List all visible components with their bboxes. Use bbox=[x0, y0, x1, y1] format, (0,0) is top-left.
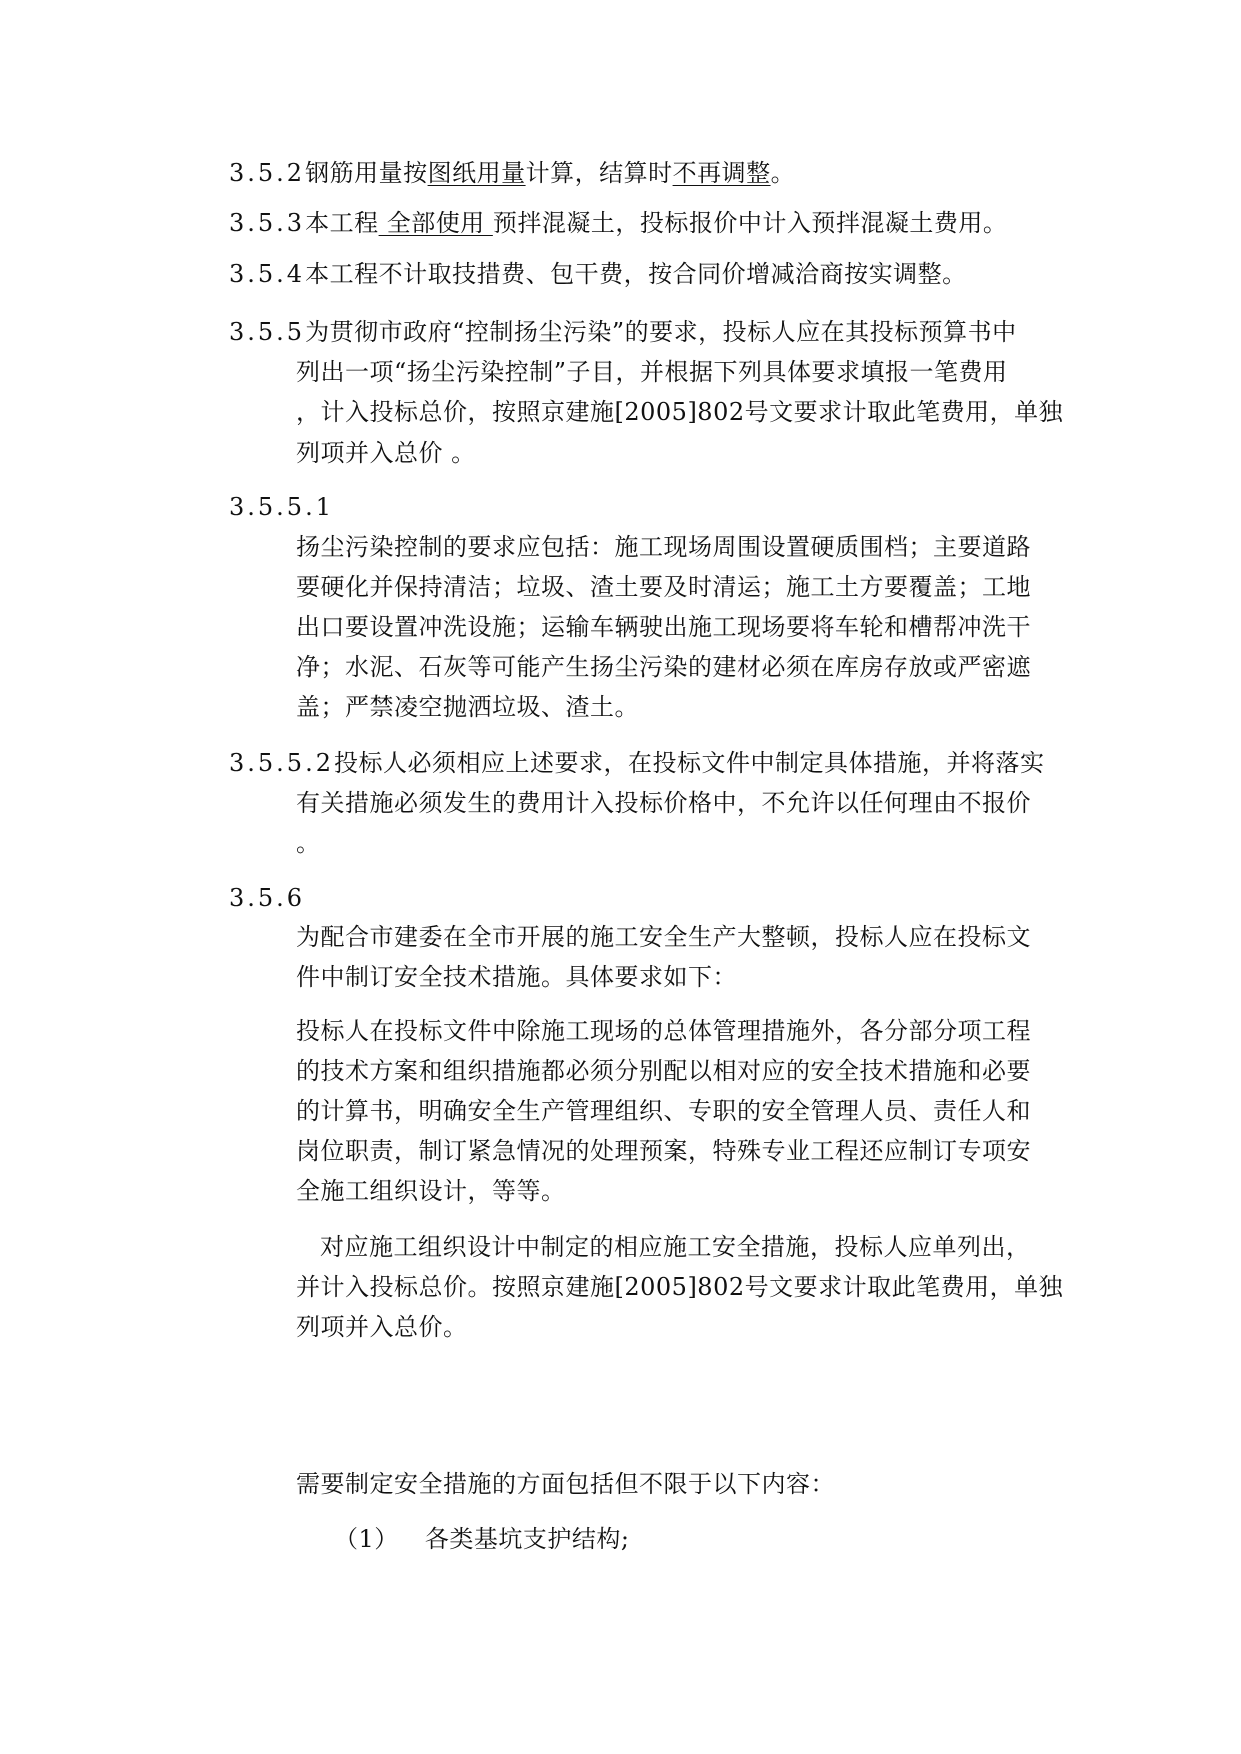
underlined-text: 不再调整 bbox=[672, 159, 771, 187]
clause-number: 3.5.6 bbox=[229, 884, 306, 912]
clause-3-5-5-2-line-2: 有关措施必须发生的费用计入投标价格中，不允许以任何理由不报价 bbox=[296, 789, 1031, 817]
clause-text: 本工程不计取技措费、包干费，按合同价增减洽商按实调整。 bbox=[305, 260, 967, 288]
clause-3-5-5-line-2: 列出一项“扬尘污染控制”子目，并根据下列具体要求填报一笔费用 bbox=[296, 358, 1008, 386]
clause-3-5-6-para-b-line-2: 的技术方案和组织措施都必须分别配以相对应的安全技术措施和必要 bbox=[296, 1057, 1031, 1085]
clause-text: 为贯彻市政府“控制扬尘污染”的要求，投标人应在其投标预算书中 bbox=[305, 318, 1017, 346]
clause-3-5-5-line-3: ，计入投标总价，按照京建施[2005]802号文要求计取此笔费用，单独 bbox=[296, 398, 1064, 426]
clause-3-5-5-line-4: 列项并入总价 。 bbox=[296, 439, 476, 467]
clause-3-5-5-2-line-3: 。 bbox=[296, 829, 321, 857]
clause-3-5-6-para-d: 需要制定安全措施的方面包括但不限于以下内容： bbox=[296, 1470, 835, 1498]
clause-3-5-5-1-line-3: 出口要设置冲洗设施；运输车辆驶出施工现场要将车轮和槽帮冲洗干 bbox=[296, 613, 1031, 641]
clause-text: 。 bbox=[770, 159, 796, 187]
clause-3-5-6-para-b-line-1: 投标人在投标文件中除施工现场的总体管理措施外，各分部分项工程 bbox=[296, 1017, 1031, 1045]
clause-3-5-5 bbox=[229, 317, 1017, 347]
clause-text: 本工程 bbox=[305, 209, 379, 237]
clause-3-5-5-1-line-1: 扬尘污染控制的要求应包括：施工现场周围设置硬质围档；主要道路 bbox=[296, 533, 1031, 561]
clause-3-5-5-1-line-2: 要硬化并保持清洁；垃圾、渣土要及时清运；施工土方要覆盖；工地 bbox=[296, 573, 1031, 601]
clause-3-5-6-para-b-line-4: 岗位职责，制订紧急情况的处理预案，特殊专业工程还应制订专项安 bbox=[296, 1137, 1031, 1165]
clause-3-5-6-para-a-line-1: 为配合市建委在全市开展的施工安全生产大整顿，投标人应在投标文 bbox=[296, 923, 1031, 951]
clause-3-5-6-para-c-line-3: 列项并入总价。 bbox=[296, 1313, 468, 1341]
clause-text: 投标人必须相应上述要求，在投标文件中制定具体措施，并将落实 bbox=[333, 749, 1045, 777]
clause-text: 预拌混凝土，投标报价中计入预拌混凝土费用。 bbox=[492, 209, 1008, 237]
clause-number: 3.5.2 bbox=[229, 159, 306, 187]
clause-number: 3.5.5 bbox=[229, 318, 306, 346]
clause-3-5-5-2 bbox=[229, 748, 1044, 778]
clause-3-5-3 bbox=[229, 208, 1007, 238]
clause-number: 3.5.3 bbox=[229, 209, 306, 237]
clause-3-5-5-1-line-4: 净；水泥、石灰等可能产生扬尘污染的建材必须在库房存放或严密遮 bbox=[296, 653, 1031, 681]
clause-3-5-6-para-b-line-3: 的计算书，明确安全生产管理组织、专职的安全管理人员、责任人和 bbox=[296, 1097, 1031, 1125]
clause-3-5-6-para-b-line-5: 全施工组织设计，等等。 bbox=[296, 1177, 566, 1205]
clause-3-5-6-number bbox=[229, 883, 305, 913]
underlined-text: 图纸用量 bbox=[427, 159, 526, 187]
clause-3-5-6-para-c-line-2: 并计入投标总价。按照京建施[2005]802号文要求计取此笔费用，单独 bbox=[296, 1273, 1064, 1301]
clause-3-5-4 bbox=[229, 259, 967, 289]
clause-3-5-6-para-c-line-1: 对应施工组织设计中制定的相应施工安全措施，投标人应单列出， bbox=[320, 1233, 1031, 1261]
clause-3-5-6-para-a-line-2: 件中制订安全技术措施。具体要求如下： bbox=[296, 963, 737, 991]
underlined-text: 全部使用 bbox=[378, 209, 493, 237]
clause-3-5-2 bbox=[229, 158, 795, 188]
clause-number: 3.5.5.2 bbox=[229, 749, 334, 777]
clause-text: 计算，结算时 bbox=[525, 159, 673, 187]
clause-number: 3.5.4 bbox=[229, 260, 306, 288]
list-item bbox=[334, 1524, 630, 1554]
clause-text: 钢筋用量按 bbox=[305, 159, 428, 187]
list-item-text: 各类基坑支护结构; bbox=[424, 1525, 630, 1553]
clause-3-5-5-1-number bbox=[229, 492, 334, 522]
clause-3-5-5-1-line-5: 盖；严禁凌空抛洒垃圾、渣土。 bbox=[296, 693, 639, 721]
clause-number: 3.5.5.1 bbox=[229, 493, 334, 521]
list-item-number: （1） bbox=[334, 1525, 399, 1553]
